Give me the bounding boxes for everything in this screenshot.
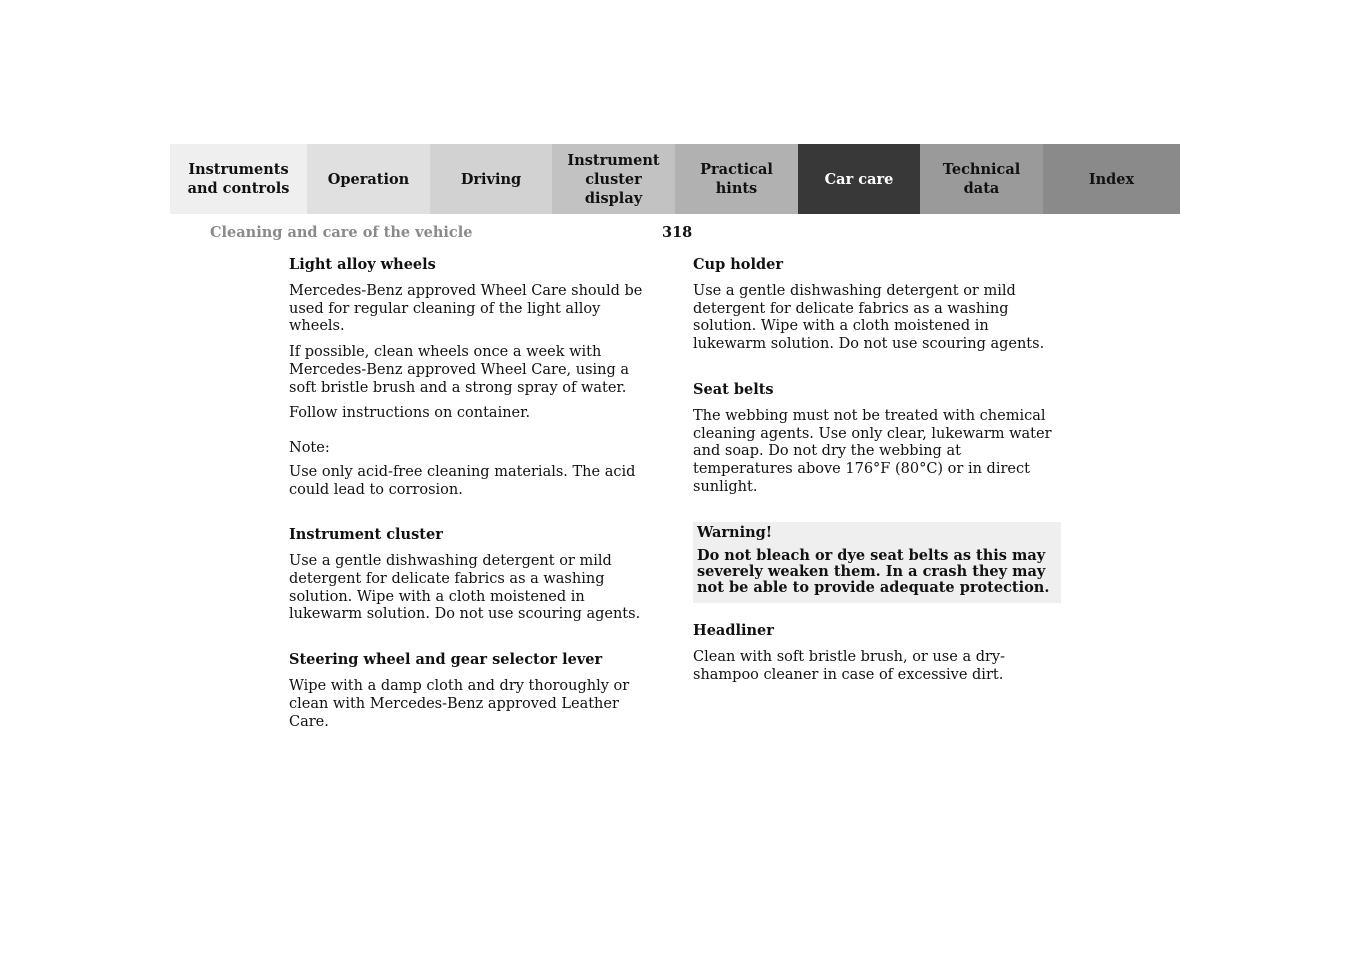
tab-index[interactable]: [1043, 144, 1180, 214]
warning-box: [693, 522, 1061, 603]
left-column: [289, 256, 657, 739]
paragraph: If possible, clean wheels once a week with Mercedes-Benz approved Wheel Care, using a soft bristle brush and a strong spray of water.: [289, 344, 630, 396]
paragraph: Clean with soft bristle brush, or use a dry-shampoo cleaner in case of excessive dirt.: [693, 649, 1005, 684]
tab-label: Technical data: [942, 161, 1021, 197]
tab-car-care[interactable]: [798, 144, 920, 214]
tab-label: Driving: [460, 170, 522, 188]
tab-technical-data[interactable]: [920, 144, 1043, 214]
heading-headliner: Headliner: [693, 622, 774, 640]
heading-steering-wheel: Steering wheel and gear selector lever: [289, 651, 603, 669]
tab-operation[interactable]: [307, 144, 430, 214]
paragraph: Wipe with a damp cloth and dry thoroughly or clean with Mercedes-Benz approved Leather Care.: [289, 678, 630, 730]
paragraph: Use a gentle dishwashing detergent or mild detergent for delicate fabrics as a washing solution. Wipe with a cloth moistened in lukewarm solution. Do not use scouring agents.: [289, 553, 641, 623]
paragraph: Mercedes-Benz approved Wheel Care should be used for regular cleaning of the light alloy wheels.: [289, 283, 643, 335]
page-number: 318: [662, 224, 693, 241]
tab-instrument-cluster-display[interactable]: [552, 144, 675, 214]
paragraph: Use a gentle dishwashing detergent or mild detergent for delicate fabrics as a washing solution. Wipe with a cloth moistened in lukewarm solution. Do not use scouring agents.: [693, 283, 1045, 353]
tab-label: Operation: [327, 170, 410, 188]
heading-cup-holder: Cup holder: [693, 256, 783, 273]
tab-label: Index: [1088, 170, 1135, 188]
tab-label: Instruments and controls: [187, 161, 290, 197]
tab-practical-hints[interactable]: [675, 144, 798, 214]
tab-label: Car care: [824, 170, 894, 188]
tab-label: Instrument cluster display: [567, 151, 660, 207]
tab-driving[interactable]: [430, 144, 552, 214]
heading-light-alloy-wheels: Light alloy wheels: [289, 256, 436, 273]
section-title: Cleaning and care of the vehicle: [210, 224, 473, 241]
paragraph: The webbing must not be treated with chemical cleaning agents. Use only clear, lukewarm water and soap. Do not dry the webbing at temperatures above 176°F (80°C) or in direct sunlight.: [693, 407, 1052, 495]
paragraph: Follow instructions on container.: [289, 405, 531, 422]
warning-title: Warning!: [697, 524, 773, 542]
note-text: Use only acid-free cleaning materials. The acid could lead to corrosion.: [289, 463, 636, 498]
heading-seat-belts: Seat belts: [693, 380, 774, 398]
note-label: Note:: [289, 439, 330, 456]
right-column: [693, 256, 1061, 693]
tab-instruments-and-controls[interactable]: [170, 144, 307, 214]
tab-label: Practical hints: [700, 161, 773, 197]
section-nav-tabs: [170, 144, 1180, 214]
warning-text: Do not bleach or dye seat belts as this may severely weaken them. In a crash they may not be able to provide adequate protection.: [697, 547, 1050, 597]
heading-instrument-cluster: Instrument cluster: [289, 526, 443, 544]
